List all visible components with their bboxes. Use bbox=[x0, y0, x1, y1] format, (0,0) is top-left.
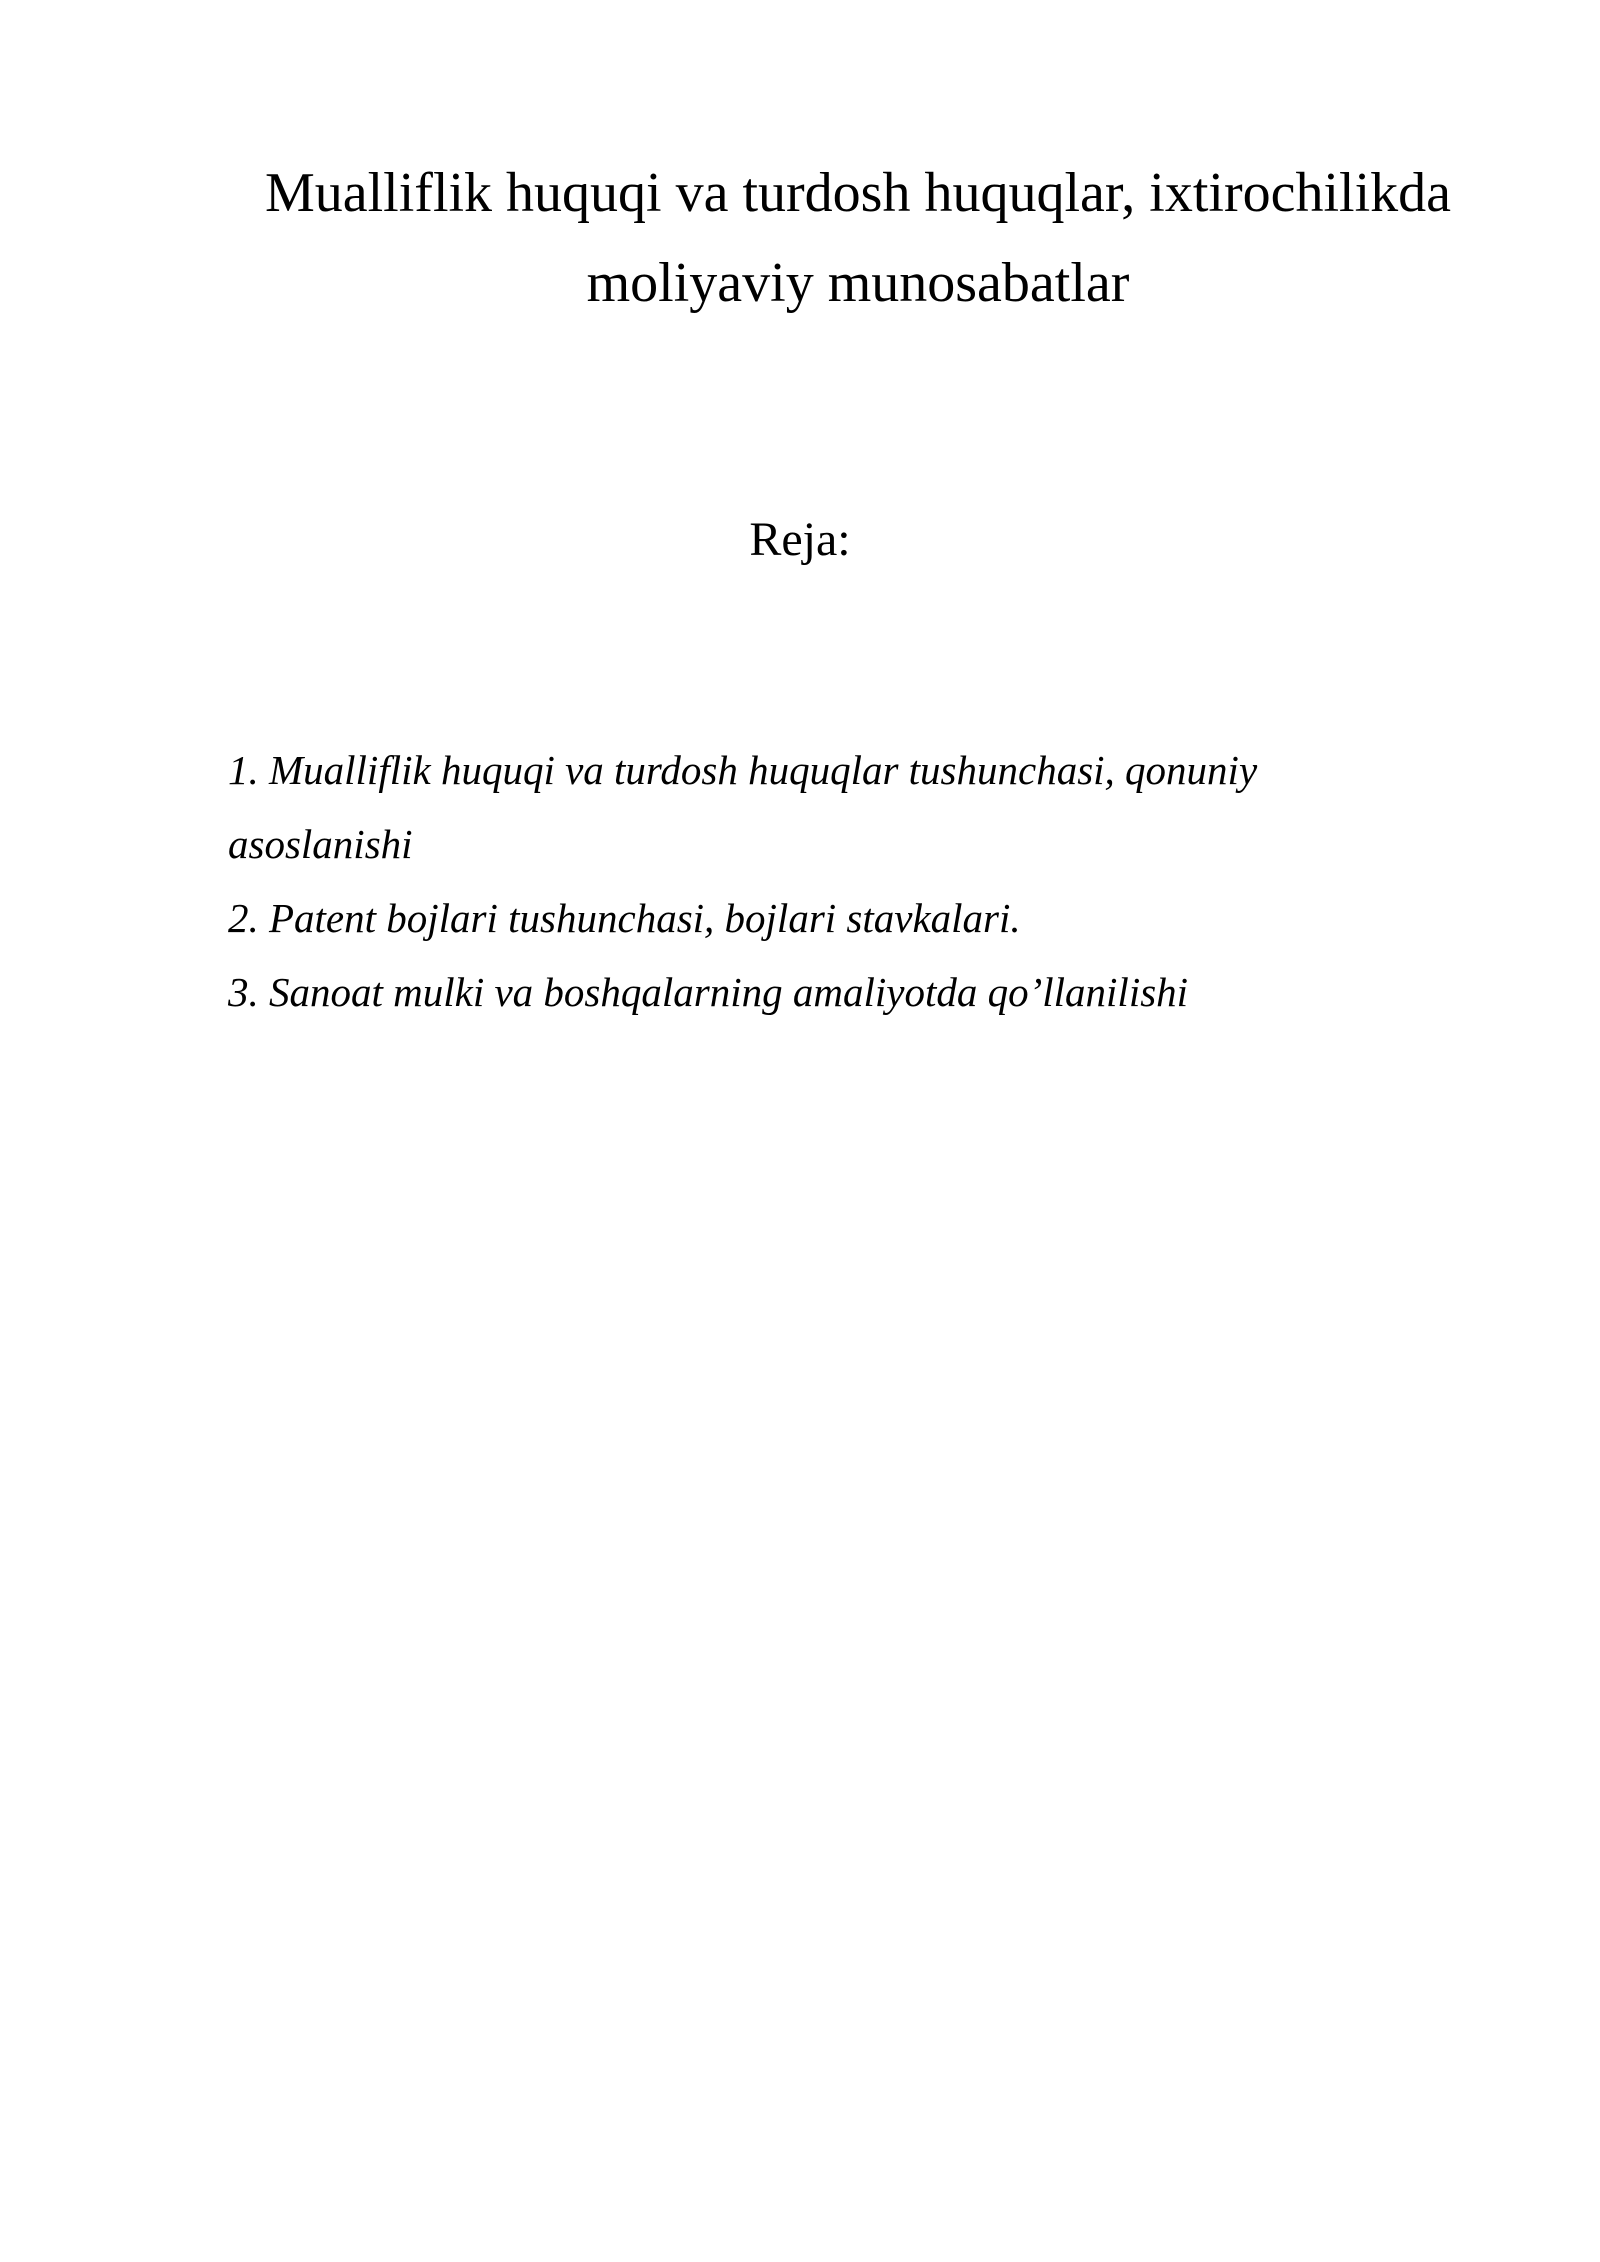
title-line-2: moliyaviy munosabatlar bbox=[586, 252, 1130, 314]
plan-item-text: 1. Mualliflik huquqi va turdosh huquqlar tushunchasi, qonuniy bbox=[228, 747, 1258, 793]
plan-item bbox=[228, 881, 1428, 955]
plan-item-text: 2. Patent bojlari tushunchasi, bojlari stavkalari. bbox=[228, 895, 1021, 941]
plan-item-text: 3. Sanoat mulki va boshqalarning amaliyotda qo’llanilishi bbox=[228, 969, 1189, 1015]
plan-item bbox=[228, 955, 1428, 1029]
title-line-1: Mualliflik huquqi va turdosh huquqlar, ixtirochilikda bbox=[264, 162, 1452, 224]
document-title bbox=[228, 148, 1488, 328]
plan-list bbox=[228, 733, 1428, 1029]
plan-heading: Reja: bbox=[749, 513, 851, 566]
plan-item-text-continued: asoslanishi bbox=[228, 821, 413, 867]
plan-item bbox=[228, 733, 1428, 881]
